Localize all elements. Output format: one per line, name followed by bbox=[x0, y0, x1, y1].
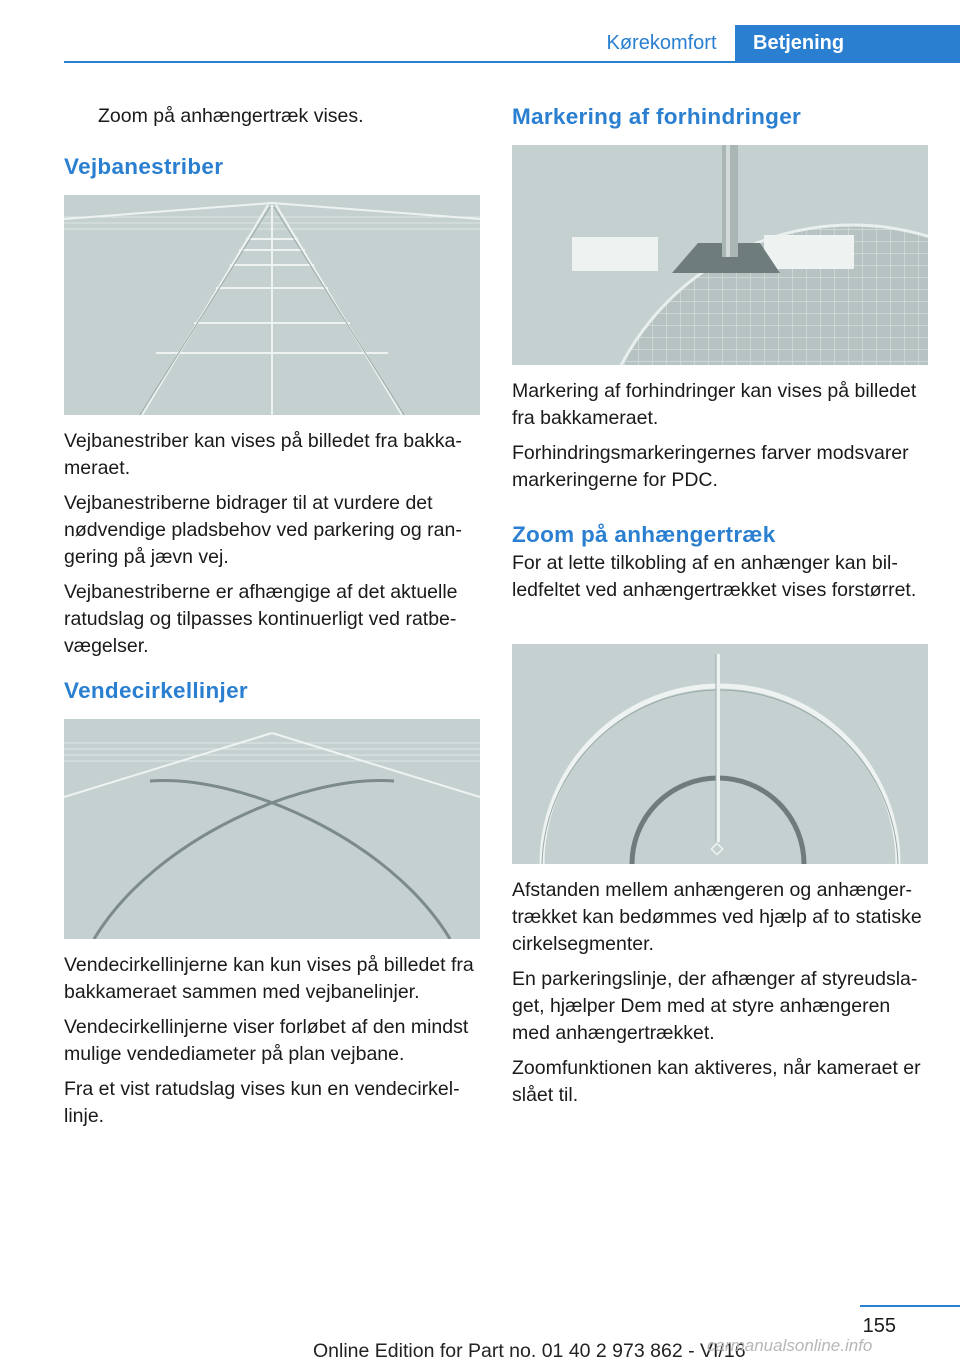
paragraph: Vejbanestriberne bidrager til at vurdere det nødvendige pladsbehov ved parkering og rangering på jævn vej. bbox=[64, 492, 462, 568]
paragraph: Markering af forhindringer kan vises på billedet fra bakkameraet. bbox=[512, 380, 917, 429]
paragraph: En parkeringslinje, der afhænger af styreudslaget, hjælper Dem med at styre anhængeren med anhængertrækket. bbox=[512, 968, 918, 1044]
heading-zoom-paa-anhaengertraek: Zoom på anhængertræk bbox=[512, 522, 776, 547]
paragraph: Vejbanestriber kan vises på billedet fra bakkameraet. bbox=[64, 430, 462, 479]
paragraph: Forhindringsmarkeringernes farver modsvarer markeringerne for PDC. bbox=[512, 442, 909, 491]
turning-circle-image bbox=[64, 719, 480, 939]
paragraph: Vejbanestriberne er afhængige af det aktuelle ratudslag og tilpasses kontinuerligt ved ratbevægelser. bbox=[64, 581, 458, 657]
section-zoom-body bbox=[512, 877, 930, 1117]
watermark: carmanualsonline.info bbox=[707, 1336, 873, 1355]
lane-lines-image bbox=[64, 195, 480, 415]
intro-text: Zoom på anhængertræk vises. bbox=[98, 105, 364, 127]
section-vejbanestriber-body bbox=[64, 428, 482, 668]
heading-markering-af-forhindringer: Markering af forhindringer bbox=[512, 104, 802, 129]
paragraph: For at lette tilkobling af en anhænger kan billedfeltet ved anhængertrækket vises forstørret. bbox=[512, 552, 917, 601]
paragraph: Vendecirkellinjerne kan kun vises på billedet fra bakkameraet sammen med vejbanelinjer. bbox=[64, 954, 474, 1003]
obstacle-marking-image bbox=[512, 145, 928, 365]
paragraph: Zoomfunktionen kan aktiveres, når kameraet er slået til. bbox=[512, 1057, 921, 1106]
header-tab-korekomfort[interactable]: Kørekomfort bbox=[588, 25, 735, 62]
page-number: 155 bbox=[862, 1315, 896, 1337]
edition-note: Online Edition for Part no. 01 40 2 973 862 - VI/16 bbox=[313, 1340, 746, 1362]
paragraph: Afstanden mellem anhængeren og anhængertrækket kan bedømmes ved hjælp af to statiske cirkelsegmenter. bbox=[512, 879, 922, 955]
section-forhindringer-body bbox=[512, 378, 930, 502]
paragraph: Fra et vist ratudslag vises kun en vendecirkellinje. bbox=[64, 1078, 460, 1127]
trailer-hitch-zoom-image bbox=[512, 644, 928, 864]
heading-vejbanestriber: Vejbanestriber bbox=[64, 154, 224, 179]
section-zoom-intro bbox=[512, 550, 930, 612]
header-divider bbox=[64, 61, 960, 63]
heading-vendecirkellinjer: Vendecirkellinjer bbox=[64, 678, 248, 703]
section-vendecirkellinjer-body bbox=[64, 952, 482, 1138]
paragraph: Vendecirkellinjerne viser forløbet af den mindst mulige vendediameter på plan vejbane. bbox=[64, 1016, 469, 1065]
header-tab-betjening[interactable]: Betjening bbox=[735, 25, 960, 62]
footer-divider bbox=[860, 1305, 960, 1307]
